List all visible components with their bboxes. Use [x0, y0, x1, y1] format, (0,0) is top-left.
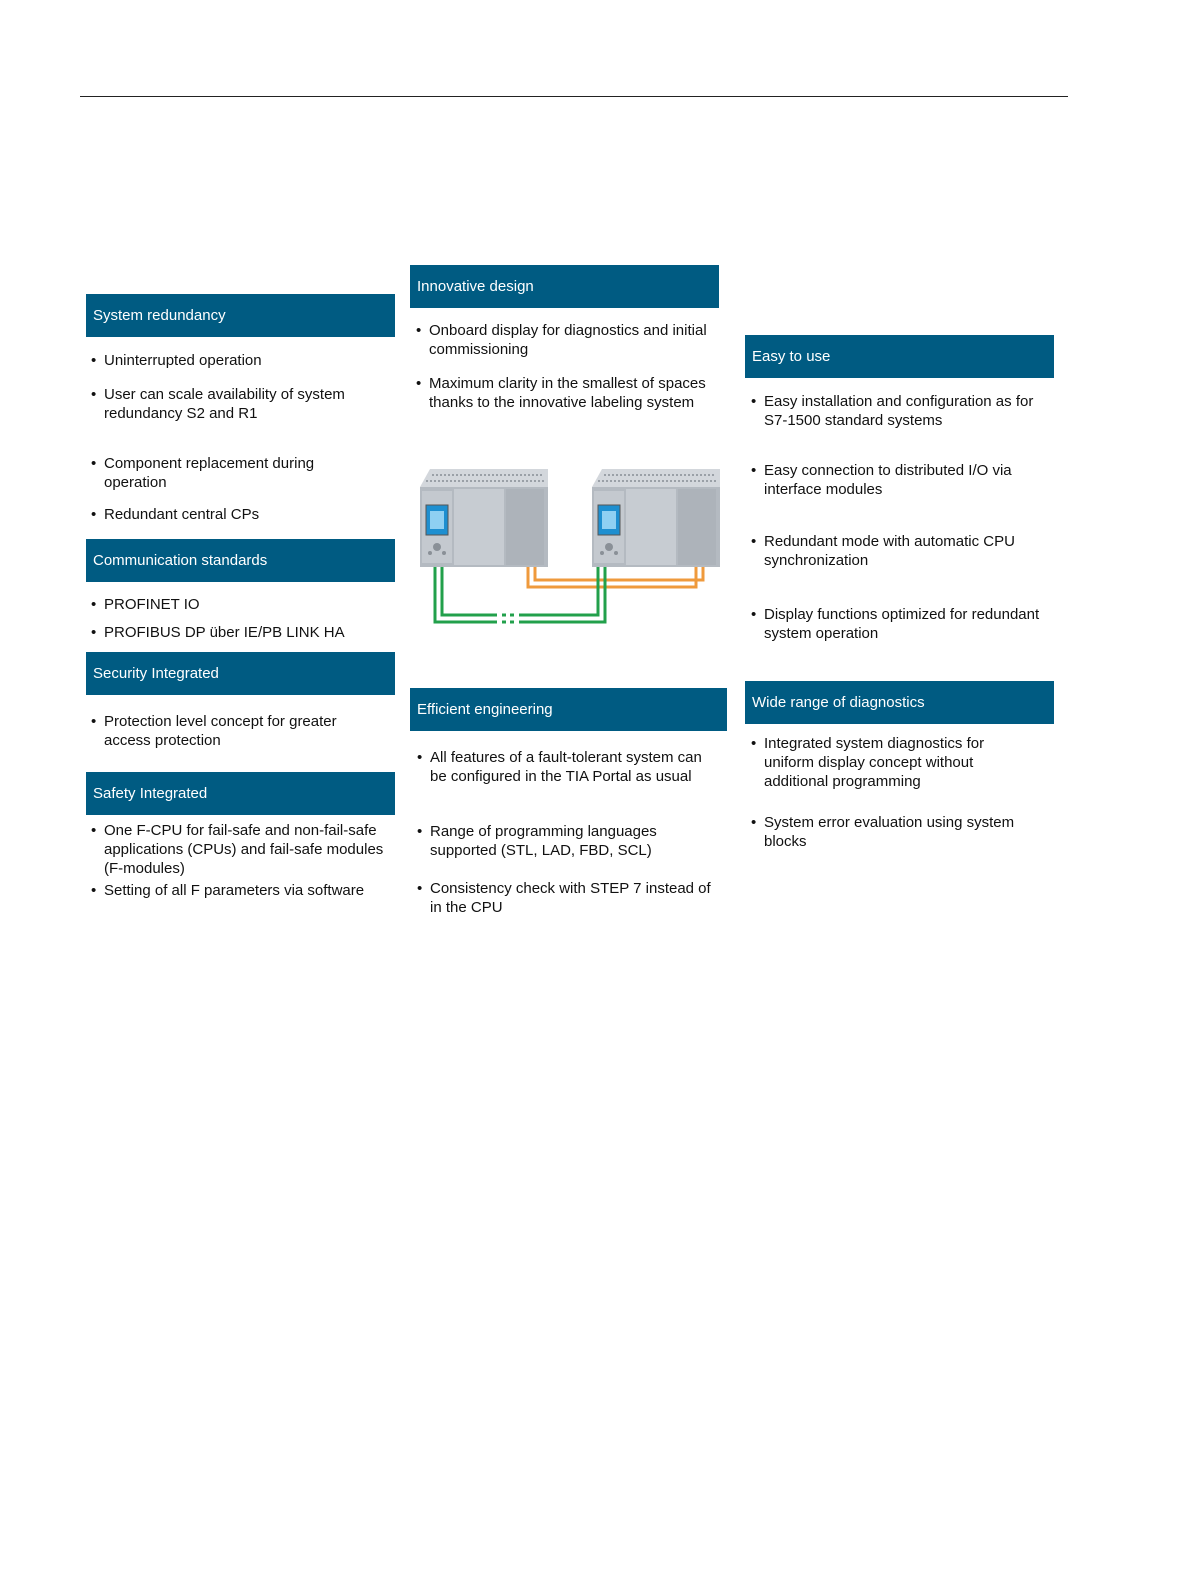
bullet-item: • Redundant mode with automatic CPU synchronization — [751, 533, 1015, 569]
cpu-module-icon — [420, 469, 548, 567]
header-efficient-engineering: Efficient engineering — [410, 688, 727, 731]
bullet-item: • PROFINET IO — [91, 596, 200, 613]
bullet-item: • Setting of all F parameters via software — [91, 882, 365, 899]
bullet-item: • Redundant central CPs — [91, 506, 260, 523]
bullet-item: • Uninterrupted operation — [91, 352, 262, 369]
header-easy-to-use: Easy to use — [745, 335, 1054, 378]
bullet-item: • All features of a fault-tolerant system can be configured in the TIA Portal as usual — [417, 749, 702, 785]
header-communication-standards: Communication standards — [86, 539, 395, 582]
bullet-item: • Consistency check with STEP 7 instead of in the CPU — [417, 880, 711, 916]
header-safety-integrated: Safety Integrated — [86, 772, 395, 815]
bullet-item: • PROFIBUS DP über IE/PB LINK HA — [91, 624, 345, 641]
bullet-item: • User can scale availability of system redundancy S2 and R1 — [91, 386, 345, 422]
bullet-item: • Onboard display for diagnostics and initial commissioning — [416, 322, 707, 358]
top-rule — [80, 96, 1068, 97]
cpu-module-icon — [592, 469, 720, 567]
header-diagnostics: Wide range of diagnostics — [745, 681, 1054, 724]
redundant-cpu-figure — [415, 462, 725, 638]
header-security-integrated: Security Integrated — [86, 652, 395, 695]
bullet-item: • System error evaluation using system blocks — [751, 814, 1015, 850]
bullet-item: • Protection level concept for greater access protection — [91, 713, 337, 749]
bullet-item: • Integrated system diagnostics for uniform display concept without additional programming — [751, 735, 985, 790]
bullet-item: • Component replacement during operation — [91, 455, 315, 491]
header-innovative-design: Innovative design — [410, 265, 719, 308]
bullet-item: • Easy connection to distributed I/O via interface modules — [751, 462, 1012, 498]
header-system-redundancy: System redundancy — [86, 294, 395, 337]
bullet-item: • Maximum clarity in the smallest of spaces thanks to the innovative labeling system — [416, 375, 706, 411]
bullet-item: • Easy installation and configuration as for S7-1500 standard systems — [751, 393, 1034, 429]
bullet-item: • Display functions optimized for redundant system operation — [751, 606, 1040, 642]
bullet-item: • Range of programming languages supported (STL, LAD, FBD, SCL) — [417, 823, 657, 859]
bullet-item: • One F-CPU for fail-safe and non-fail-safe applications (CPUs) and fail-safe modules (F-modules) — [91, 822, 384, 877]
